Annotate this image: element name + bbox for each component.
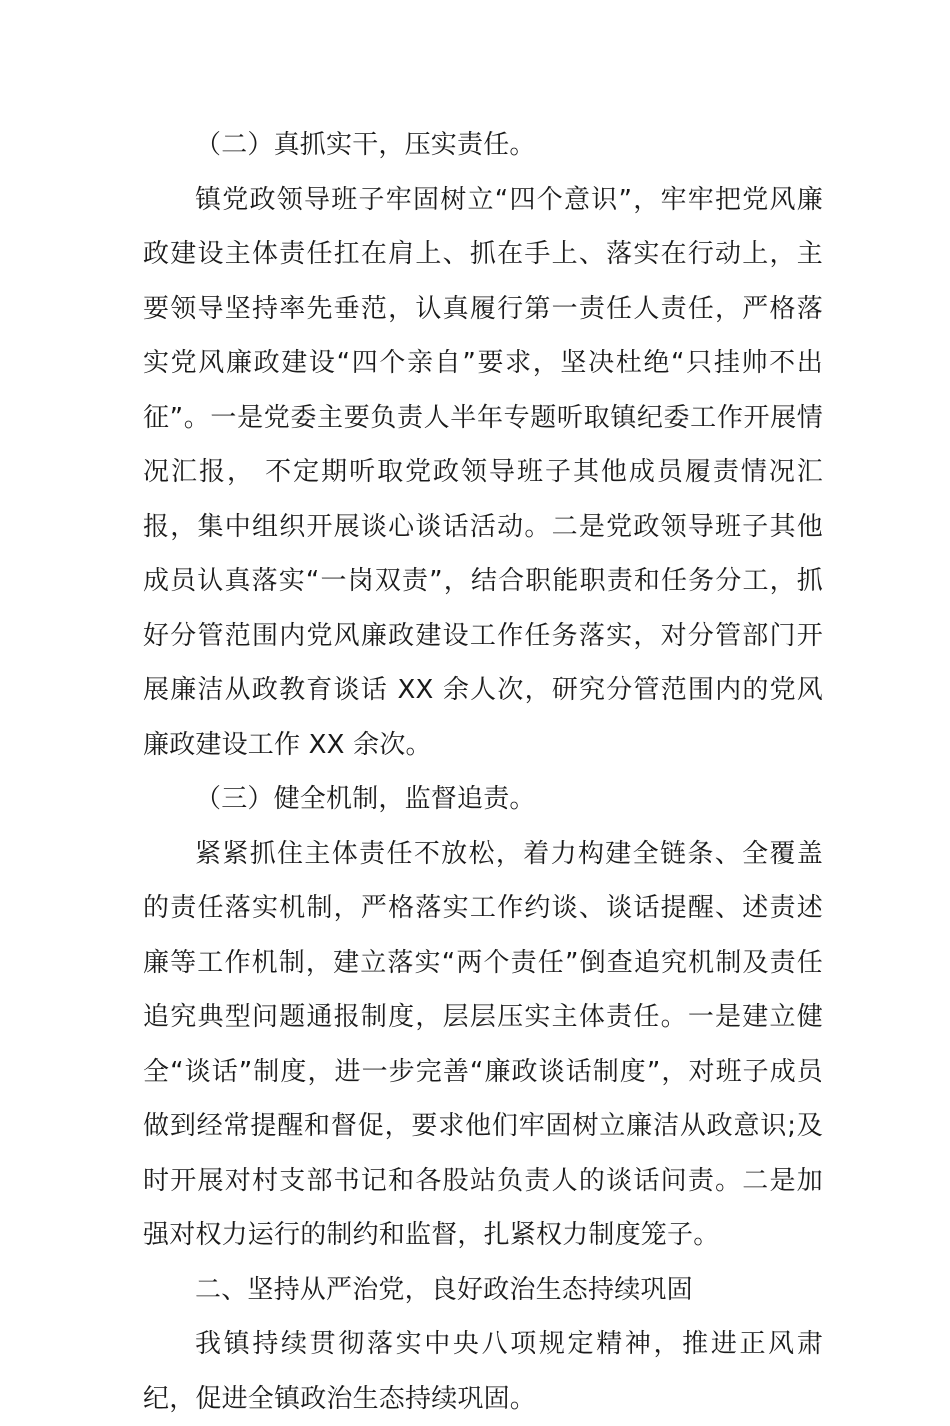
- section-subheading-3: （三）健全机制，监督追责。: [195, 784, 536, 814]
- paragraph-mechanism: 紧紧抓住主体责任不放松，着力构建全链条、全覆盖的责任落实机制，严格落实工作约谈、谈话提醒、述责述廉等工作机制，建立落实“两个责任”倒查追究机制及责任追究典型问题通报制度，层层压实主体责任。一是建立健全“谈话”制度，进一步完善“廉政谈话制度”，对班子成员做到经常提醒和督促，要求他们牢固树立廉洁从政意识;及时开展对村支部书记和各股站负责人的谈话问责。二是加强对权力运行的制约和监督，扎紧权力制度笼子。: [143, 838, 823, 1250]
- document-body: [143, 118, 823, 1426]
- paragraph-responsibility: 镇党政领导班子牢固树立“四个意识”，牢牢把党风廉政建设主体责任扛在肩上、抓在手上、落实在行动上，主要领导坚持率先垂范，认真履行第一责任人责任，严格落实党风廉政建设“四个亲自”要求，坚决杜绝“只挂帅不出征”。一是党委主要负责人半年专题听取镇纪委工作开展情况汇报， 不定期听取党政领导班子其他成员履责情况汇报，集中组织开展谈心谈话活动。二是党政领导班子其他成员认真落实“一岗双责”，结合职能职责和任务分工，抓好分管范围内党风廉政建设工作任务落实，对分管部门开展廉洁从政教育谈话 XX 余人次，研究分管范围内的党风廉政建设工作 XX 余次。: [143, 184, 823, 760]
- section-heading-2: 二、坚持从严治党，良好政治生态持续巩固: [195, 1274, 693, 1305]
- section-subheading-2: （二）真抓实干，压实责任。: [195, 130, 536, 160]
- paragraph-political-ecology: 我镇持续贯彻落实中央八项规定精神，推进正风肃纪，促进全镇政治生态持续巩固。: [143, 1329, 823, 1414]
